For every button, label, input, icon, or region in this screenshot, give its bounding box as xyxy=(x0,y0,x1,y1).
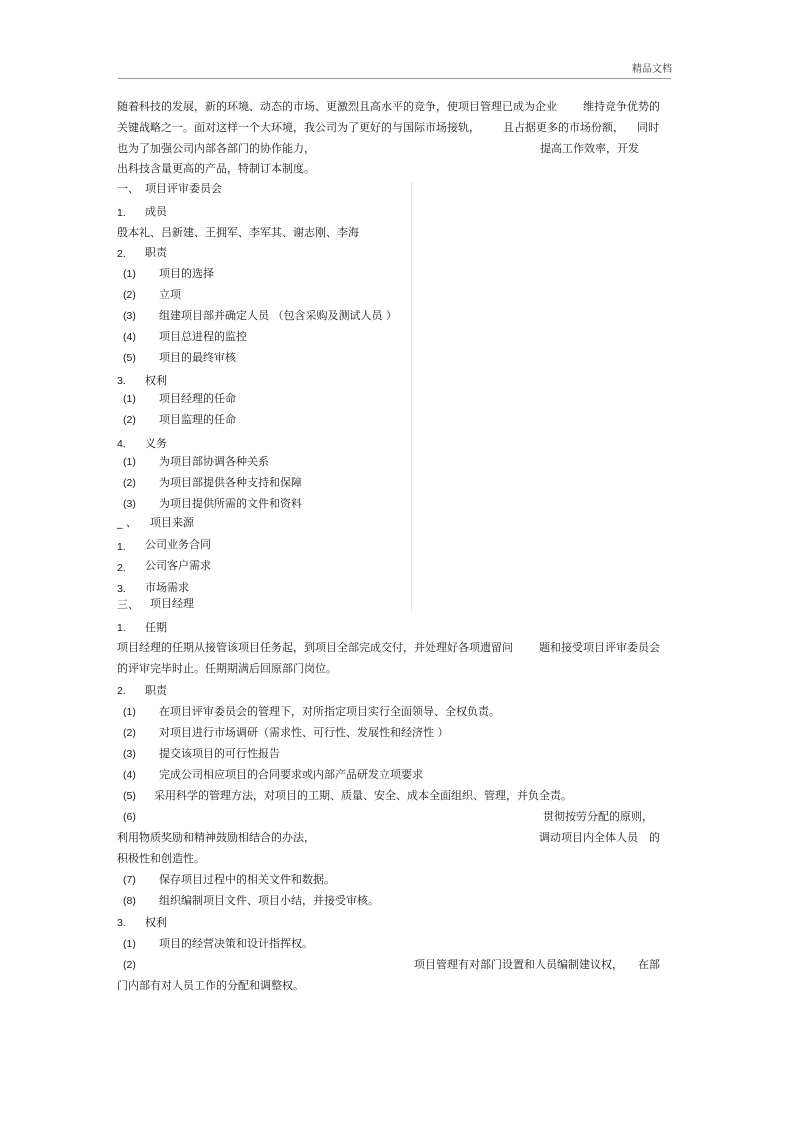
s2-item-1-text: 公司业务合同 xyxy=(145,538,211,551)
s3-duty-5-text: 采用科学的管理方法，对项目的工期、质量、安全、成本全面组织、管理，并负全责。 xyxy=(154,789,572,802)
s3-duty-6-line-2a: 利用物质奖励和精神鼓励相结合的办法， xyxy=(117,831,315,844)
s3-duty-6-line-3: 积极性和创造性。 xyxy=(117,852,205,865)
s3-term-title: 任期 xyxy=(145,621,167,634)
s1-duty-3-text: 组建项目部并确定人员 （包含采购及测试人员 ） xyxy=(159,309,397,322)
s1-right-1-number: (1) xyxy=(123,393,136,405)
s3-term-line-1a: 项目经理的任期从接管该项目任务起，到项目全部完成交付，并处理好各项遗留问 xyxy=(117,641,513,654)
s3-duty-1-text: 在项目评审委员会的管理下，对所指定项目实行全面领导、全权负责。 xyxy=(159,705,500,718)
s3-duty-3-text: 提交该项目的可行性报告 xyxy=(159,747,280,760)
s1-duty-4-number: (4) xyxy=(123,331,136,343)
page-header-label: 精品文档 xyxy=(632,64,672,75)
s1-right-2-text: 项目监理的任命 xyxy=(159,413,236,426)
s3-duty-7-text: 保存项目过程中的相关文件和数据。 xyxy=(159,873,335,886)
intro-line-3a: 也为了加强公司内部各部门的协作能力， xyxy=(117,142,315,155)
s1-obligation-2-number: (2) xyxy=(123,477,136,489)
s1-members-title: 成员 xyxy=(145,205,167,218)
s3-duties-title: 职责 xyxy=(145,684,167,697)
s3-right-2-line-2: 门内部有对人员工作的分配和调整权。 xyxy=(117,979,304,992)
intro-line-4: 出科技含量更高的产品，特制订本制度。 xyxy=(117,162,315,175)
s1-obligation-2-text: 为项目部提供各种支持和保障 xyxy=(159,476,302,489)
s3-term-line-1b: 题和接受项目评审委员会 xyxy=(539,641,660,654)
section-2-number: _ 、 xyxy=(117,516,137,529)
s3-duty-4-text: 完成公司相应项目的合同要求或内部产品研发立项要求 xyxy=(159,768,423,781)
s1-duties-title: 职责 xyxy=(145,246,167,259)
s1-duty-2-number: (2) xyxy=(123,289,136,301)
intro-line-2b: 且占据更多的市场份额， xyxy=(503,121,624,134)
margin-guide-line xyxy=(411,182,412,612)
s1-right-1-text: 项目经理的任命 xyxy=(159,392,236,405)
s1-members-number: 1. xyxy=(117,207,126,219)
s3-duty-4-number: (4) xyxy=(123,769,136,781)
section-1-title: 项目评审委员会 xyxy=(145,182,222,195)
s3-duty-8-number: (8) xyxy=(123,895,136,907)
s3-duty-5-number: (5) xyxy=(123,790,136,802)
s2-item-3-number: 3. xyxy=(117,583,126,595)
intro-line-2c: 同时 xyxy=(637,121,659,134)
s3-right-2-line-1b: 在部 xyxy=(638,958,660,971)
s3-right-2-number: (2) xyxy=(123,959,136,971)
intro-line-1a: 随着科技的发展，新的环境、动态的市场、更激烈且高水平的竞争，使项目管理已成为企业 xyxy=(117,100,557,113)
s1-duty-3-number: (3) xyxy=(123,310,136,322)
s3-rights-number: 3. xyxy=(117,917,126,929)
s3-term-line-2: 的评审完毕时止。任期期满后回原部门岗位。 xyxy=(117,662,337,675)
header-divider xyxy=(118,78,671,79)
s3-term-number: 1. xyxy=(117,622,126,634)
s3-right-1-text: 项目的经营决策和设计指挥权。 xyxy=(159,937,313,950)
s3-right-2-line-1a: 项目管理有对部门设置和人员编制建议权， xyxy=(414,958,623,971)
s1-duty-4-text: 项目总进程的监控 xyxy=(159,330,247,343)
s3-duties-number: 2. xyxy=(117,685,126,697)
s3-duty-6-line-2b: 调动项目内全体人员 xyxy=(539,831,638,844)
s2-item-3-text: 市场需求 xyxy=(145,581,189,594)
s3-right-1-number: (1) xyxy=(123,938,136,950)
s1-rights-number: 3. xyxy=(117,375,126,387)
s1-obligation-1-text: 为项目部协调各种关系 xyxy=(159,455,269,468)
s3-duty-1-number: (1) xyxy=(123,706,136,718)
s3-rights-title: 权利 xyxy=(145,916,167,929)
s1-rights-title: 权利 xyxy=(145,374,167,387)
s1-duty-5-text: 项目的最终审核 xyxy=(159,351,236,364)
s3-duty-6-number: (6) xyxy=(123,811,136,823)
s1-obligation-3-text: 为项目提供所需的文件和资料 xyxy=(159,497,302,510)
intro-line-3b: 提高工作效率，开发 xyxy=(540,142,639,155)
s2-item-2-number: 2. xyxy=(117,562,126,574)
s1-obligations-title: 义务 xyxy=(145,437,167,450)
s2-item-1-number: 1. xyxy=(117,541,126,553)
intro-line-2a: 关键战略之一。面对这样一个大环境，我公司为了更好的与国际市场接轨， xyxy=(117,121,480,134)
s3-duty-3-number: (3) xyxy=(123,748,136,760)
s1-obligation-1-number: (1) xyxy=(123,456,136,468)
s2-item-2-text: 公司客户需求 xyxy=(145,559,211,572)
s3-duty-2-number: (2) xyxy=(123,727,136,739)
s3-duty-8-text: 组织编制项目文件、项目小结，并接受审核。 xyxy=(159,894,379,907)
s3-duty-6-line-1: 贯彻按劳分配的原则， xyxy=(543,810,653,823)
s1-duties-number: 2. xyxy=(117,248,126,260)
intro-line-1b: 维持竞争优势的 xyxy=(583,100,660,113)
s1-duty-5-number: (5) xyxy=(123,352,136,364)
section-1-number: 一、 xyxy=(117,182,139,195)
s1-duty-2-text: 立项 xyxy=(159,288,181,301)
s3-duty-6-line-2c: 的 xyxy=(649,831,660,844)
s1-duty-1-number: (1) xyxy=(123,268,136,280)
s3-duty-7-number: (7) xyxy=(123,874,136,886)
s1-right-2-number: (2) xyxy=(123,414,136,426)
s3-duty-2-text: 对项目进行市场调研（需求性、可行性、发展性和经济性 ） xyxy=(159,726,449,739)
section-3-number: 三、 xyxy=(117,598,139,611)
s1-duty-1-text: 项目的选择 xyxy=(159,267,214,280)
s1-obligations-number: 4. xyxy=(117,438,126,450)
s1-obligation-3-number: (3) xyxy=(123,498,136,510)
section-3-title: 项目经理 xyxy=(150,597,194,610)
section-2-title: 项目来源 xyxy=(150,516,194,529)
s1-members-names: 殷本礼、吕新建、王拥军、李军其、谢志刚、李海 xyxy=(117,226,359,239)
